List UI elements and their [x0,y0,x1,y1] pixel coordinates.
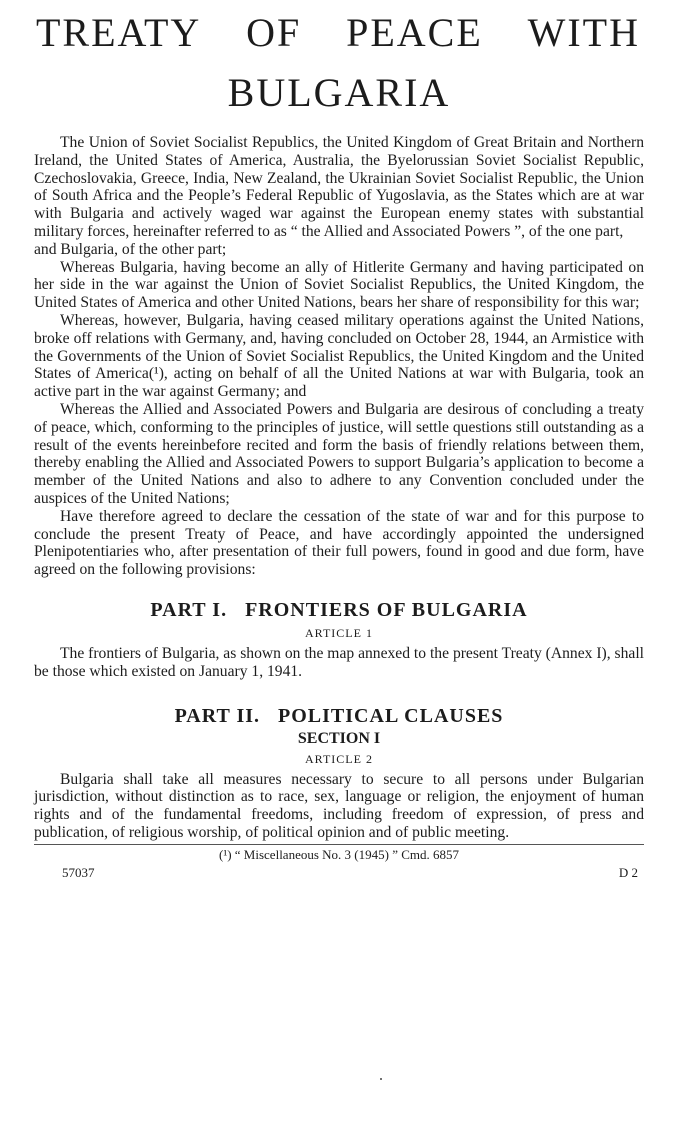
preamble [34,134,644,579]
title-line-1 [34,10,644,56]
part-title: FRONTIERS OF BULGARIA [245,598,528,621]
part-title: POLITICAL CLAUSES [278,704,504,727]
title-word: PEACE [346,10,483,55]
article-label: ARTICLE 1 [305,625,373,640]
article-2-body [34,771,644,842]
preamble-paragraph: and Bulgaria, of the other part; [34,240,227,258]
page-footer [34,865,644,881]
print-code: 57037 [62,864,95,880]
title-word: WITH [527,10,640,55]
article-paragraph: Bulgaria shall take all measures necessary to secure to all persons under Bulgarian jurisdiction, without distinction as to race, sex, language or religion, the enjoyment of human rights and of the fundamental freedoms, including freedom of expression, of press and publication, of religious worship, of political opinion and of public meeting. [34,770,644,841]
article-paragraph: The frontiers of Bulgaria, as shown on the map annexed to the present Treaty (Annex I), shall be those which existed on January 1, 1941. [34,644,644,680]
signature-mark: D 2 [618,864,638,880]
preamble-paragraph: The Union of Soviet Socialist Republics, the United Kingdom of Great Britain and Northern Ireland, the United States of America, Australia, the Byelorussian Soviet Socialist Republic, Czechoslovakia, Greece, India, New Zealand, the Ukrainian Soviet Socialist Republic, the Union of South Africa and the People’s Federal Republic of Yugoslavia, as the States which are at war with Bulgaria and actively waged war against the European enemy states with substantial military forces, hereinafter referred to as “ the Allied and Associated Powers ”, of the one part, [34,134,644,240]
footnote: (¹) “ Miscellaneous No. 3 (1945) ” Cmd. 6857 [218,846,460,862]
article-label: ARTICLE 2 [305,751,373,766]
section-label: SECTION I [297,729,381,747]
preamble-paragraph: Whereas Bulgaria, having become an ally of Hitlerite Germany and having participated on her side in the war against the Union of Soviet Socialist Republics, the United Kingdom, the United States of America and other United Nations, bears her share of responsibility for this war; [34,258,644,312]
part-1-heading [34,599,644,622]
part-number: PART I. [150,598,228,621]
title-word: TREATY [36,10,202,55]
preamble-paragraph: Whereas, however, Bulgaria, having ceased military operations against the United Nations, broke off relations with Germany, and, having concluded on October 28, 1944, an Armistice with the Governments of the Union of Soviet Socialist Republics, the United Kingdom and the United States of America(¹), acting on behalf of all the United Nations at war with Bulgaria, took an active part in the war against Germany; and [34,311,644,401]
preamble-paragraph: Have therefore agreed to declare the cessation of the state of war and for this purpose to conclude the present Treaty of Peace, and have accordingly appointed the undersigned Plenipotentiaries who, after presentation of their full powers, found in good and due form, have agreed on the following provisions: [34,507,644,579]
document-page [34,10,644,881]
footnote-divider [34,844,644,845]
part-number: PART II. [174,704,261,727]
stray-mark [380,1078,382,1080]
article-1-body [34,645,644,681]
preamble-paragraph: Whereas the Allied and Associated Powers and Bulgaria are desirous of concluding a treaty of peace, which, conforming to the principles of justice, will settle questions still outstanding as a result of the events hereinbefore recited and form the basis of friendly relations between them, thereby enabling the Allied and Associated Powers to support Bulgaria’s application to become a member of the United Nations and also to adhere to any Convention concluded under the auspices of the United Nations; [34,400,644,507]
title-word: OF [246,10,302,55]
part-2-heading [34,705,644,728]
title-line-2: BULGARIA [227,70,451,115]
